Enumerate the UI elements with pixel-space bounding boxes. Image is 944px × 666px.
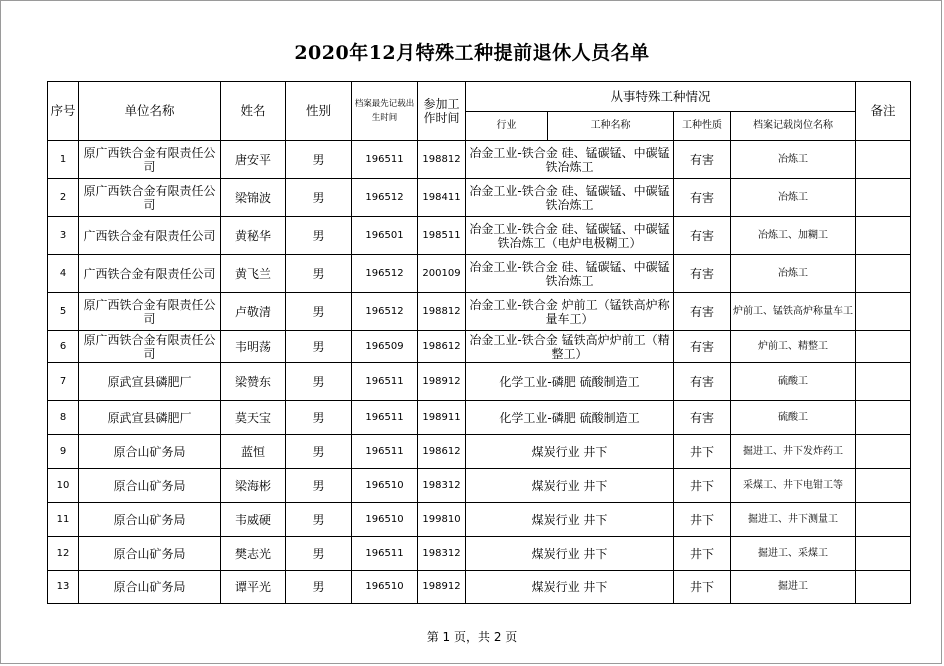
- header-work-time: 参加工作时间: [418, 82, 466, 141]
- row-remark: [856, 435, 911, 469]
- header-special-group: 从事特殊工种情况: [466, 82, 856, 112]
- row-work-time: 198312: [418, 537, 466, 571]
- row-post: 硫酸工: [731, 401, 856, 435]
- row-unit: 原武宣县磷肥厂: [79, 363, 221, 401]
- row-work-desc: 煤炭行业 井下: [466, 571, 674, 604]
- row-post: 炉前工、锰铁高炉称量车工: [731, 293, 856, 331]
- row-birth: 196512: [352, 293, 418, 331]
- table-row: [48, 293, 911, 331]
- table-row: [48, 435, 911, 469]
- row-birth: 196511: [352, 537, 418, 571]
- row-job-nature: 井下: [674, 435, 731, 469]
- row-gender: 男: [286, 363, 352, 401]
- row-name: 谭平光: [221, 571, 286, 604]
- row-work-time: 200109: [418, 255, 466, 293]
- row-post: 炉前工、精整工: [731, 331, 856, 363]
- row-unit: 广西铁合金有限责任公司: [79, 255, 221, 293]
- row-unit: 原广西铁合金有限责任公司: [79, 331, 221, 363]
- table-row: [48, 141, 911, 179]
- row-gender: 男: [286, 217, 352, 255]
- row-birth: 196512: [352, 255, 418, 293]
- row-work-desc: 煤炭行业 井下: [466, 435, 674, 469]
- row-work-time: 198912: [418, 571, 466, 604]
- header-industry: 行业: [466, 112, 548, 141]
- row-gender: 男: [286, 179, 352, 217]
- page-title: 2020年12月特殊工种提前退休人员名单: [294, 42, 650, 64]
- row-unit: 原合山矿务局: [79, 469, 221, 503]
- header-remark: 备注: [856, 82, 911, 141]
- row-work-time: 199810: [418, 503, 466, 537]
- row-remark: [856, 363, 911, 401]
- row-remark: [856, 217, 911, 255]
- retirement-roster-table: [47, 81, 911, 604]
- row-post: 冶炼工: [731, 141, 856, 179]
- row-unit: 广西铁合金有限责任公司: [79, 217, 221, 255]
- row-seq: 2: [48, 179, 79, 217]
- row-seq: 13: [48, 571, 79, 604]
- row-gender: 男: [286, 401, 352, 435]
- row-gender: 男: [286, 331, 352, 363]
- row-gender: 男: [286, 537, 352, 571]
- row-post: 掘进工: [731, 571, 856, 604]
- row-unit: 原广西铁合金有限责任公司: [79, 293, 221, 331]
- row-remark: [856, 255, 911, 293]
- row-unit: 原合山矿务局: [79, 571, 221, 604]
- header-job-name: 工种名称: [548, 112, 674, 141]
- row-remark: [856, 571, 911, 604]
- row-gender: 男: [286, 571, 352, 604]
- row-birth: 196511: [352, 141, 418, 179]
- row-name: 蓝恒: [221, 435, 286, 469]
- row-gender: 男: [286, 469, 352, 503]
- table-row: [48, 331, 911, 363]
- row-job-nature: 有害: [674, 293, 731, 331]
- row-work-time: 198411: [418, 179, 466, 217]
- row-seq: 4: [48, 255, 79, 293]
- row-seq: 6: [48, 331, 79, 363]
- row-name: 梁海彬: [221, 469, 286, 503]
- row-post: 掘进工、井下发炸药工: [731, 435, 856, 469]
- row-remark: [856, 537, 911, 571]
- row-birth: 196510: [352, 571, 418, 604]
- row-birth: 196510: [352, 503, 418, 537]
- row-birth: 196510: [352, 469, 418, 503]
- table-row: [48, 255, 911, 293]
- header-birth: 档案最先记载出生时间: [352, 82, 418, 141]
- row-work-time: 198911: [418, 401, 466, 435]
- row-job-nature: 有害: [674, 401, 731, 435]
- row-remark: [856, 401, 911, 435]
- header-post: 档案记载岗位名称: [731, 112, 856, 141]
- table-row: [48, 217, 911, 255]
- table-row: [48, 179, 911, 217]
- row-job-nature: 有害: [674, 363, 731, 401]
- row-work-desc: 冶金工业-铁合金 硅、锰碳锰、中碳锰铁冶炼工（电炉电极糊工）: [466, 217, 674, 255]
- roster-body: [48, 141, 911, 604]
- row-seq: 1: [48, 141, 79, 179]
- row-post: 掘进工、井下测量工: [731, 503, 856, 537]
- row-name: 樊志光: [221, 537, 286, 571]
- row-name: 唐安平: [221, 141, 286, 179]
- row-gender: 男: [286, 503, 352, 537]
- row-birth: 196509: [352, 331, 418, 363]
- row-gender: 男: [286, 293, 352, 331]
- row-job-nature: 井下: [674, 537, 731, 571]
- header-unit: 单位名称: [79, 82, 221, 141]
- row-work-desc: 化学工业-磷肥 硫酸制造工: [466, 401, 674, 435]
- row-post: 冶炼工、加糊工: [731, 217, 856, 255]
- row-job-nature: 有害: [674, 141, 731, 179]
- row-seq: 9: [48, 435, 79, 469]
- row-birth: 196501: [352, 217, 418, 255]
- row-work-desc: 冶金工业-铁合金 硅、锰碳锰、中碳锰铁冶炼工: [466, 179, 674, 217]
- row-seq: 7: [48, 363, 79, 401]
- table-row: [48, 401, 911, 435]
- row-gender: 男: [286, 435, 352, 469]
- row-gender: 男: [286, 141, 352, 179]
- row-job-nature: 有害: [674, 331, 731, 363]
- row-name: 梁赞东: [221, 363, 286, 401]
- row-unit: 原合山矿务局: [79, 503, 221, 537]
- row-work-desc: 化学工业-磷肥 硫酸制造工: [466, 363, 674, 401]
- row-name: 梁锦波: [221, 179, 286, 217]
- row-unit: 原合山矿务局: [79, 537, 221, 571]
- row-work-desc: 冶金工业-铁合金 硅、锰碳锰、中碳锰铁冶炼工: [466, 255, 674, 293]
- row-work-time: 198612: [418, 331, 466, 363]
- row-birth: 196511: [352, 401, 418, 435]
- row-post: 掘进工、采煤工: [731, 537, 856, 571]
- row-post: 硫酸工: [731, 363, 856, 401]
- row-work-desc: 冶金工业-铁合金 炉前工（锰铁高炉称量车工）: [466, 293, 674, 331]
- row-remark: [856, 469, 911, 503]
- header-seq: 序号: [48, 82, 79, 141]
- row-remark: [856, 141, 911, 179]
- table-row: [48, 503, 911, 537]
- row-remark: [856, 503, 911, 537]
- row-post: 采煤工、井下电钳工等: [731, 469, 856, 503]
- table-row: [48, 469, 911, 503]
- row-work-desc: 煤炭行业 井下: [466, 469, 674, 503]
- row-work-desc: 冶金工业-铁合金 锰铁高炉炉前工（精整工）: [466, 331, 674, 363]
- row-seq: 10: [48, 469, 79, 503]
- row-seq: 11: [48, 503, 79, 537]
- header-job-nature: 工种性质: [674, 112, 731, 141]
- row-remark: [856, 293, 911, 331]
- row-seq: 3: [48, 217, 79, 255]
- row-name: 黄秘华: [221, 217, 286, 255]
- row-birth: 196511: [352, 435, 418, 469]
- row-job-nature: 有害: [674, 255, 731, 293]
- page-footer: 第 1 页，共 2 页: [426, 630, 518, 644]
- row-name: 卢敬清: [221, 293, 286, 331]
- row-birth: 196512: [352, 179, 418, 217]
- row-work-time: 198312: [418, 469, 466, 503]
- row-unit: 原武宣县磷肥厂: [79, 401, 221, 435]
- row-job-nature: 有害: [674, 217, 731, 255]
- row-seq: 8: [48, 401, 79, 435]
- row-name: 韦明荡: [221, 331, 286, 363]
- row-name: 韦威硬: [221, 503, 286, 537]
- row-unit: 原广西铁合金有限责任公司: [79, 179, 221, 217]
- row-job-nature: 井下: [674, 469, 731, 503]
- row-name: 莫天宝: [221, 401, 286, 435]
- row-work-time: 198812: [418, 141, 466, 179]
- row-unit: 原合山矿务局: [79, 435, 221, 469]
- row-job-nature: 井下: [674, 503, 731, 537]
- row-unit: 原广西铁合金有限责任公司: [79, 141, 221, 179]
- row-birth: 196511: [352, 363, 418, 401]
- row-work-time: 198912: [418, 363, 466, 401]
- row-job-nature: 有害: [674, 179, 731, 217]
- row-work-desc: 煤炭行业 井下: [466, 503, 674, 537]
- row-seq: 5: [48, 293, 79, 331]
- row-work-time: 198612: [418, 435, 466, 469]
- row-job-nature: 井下: [674, 571, 731, 604]
- table-row: [48, 571, 911, 604]
- row-remark: [856, 331, 911, 363]
- table-row: [48, 537, 911, 571]
- header-gender: 性别: [286, 82, 352, 141]
- table-row: [48, 363, 911, 401]
- header-name: 姓名: [221, 82, 286, 141]
- row-name: 黄飞兰: [221, 255, 286, 293]
- row-work-desc: 冶金工业-铁合金 硅、锰碳锰、中碳锰铁冶炼工: [466, 141, 674, 179]
- row-remark: [856, 179, 911, 217]
- row-post: 冶炼工: [731, 179, 856, 217]
- row-post: 冶炼工: [731, 255, 856, 293]
- row-gender: 男: [286, 255, 352, 293]
- row-work-desc: 煤炭行业 井下: [466, 537, 674, 571]
- row-work-time: 198511: [418, 217, 466, 255]
- row-seq: 12: [48, 537, 79, 571]
- row-work-time: 198812: [418, 293, 466, 331]
